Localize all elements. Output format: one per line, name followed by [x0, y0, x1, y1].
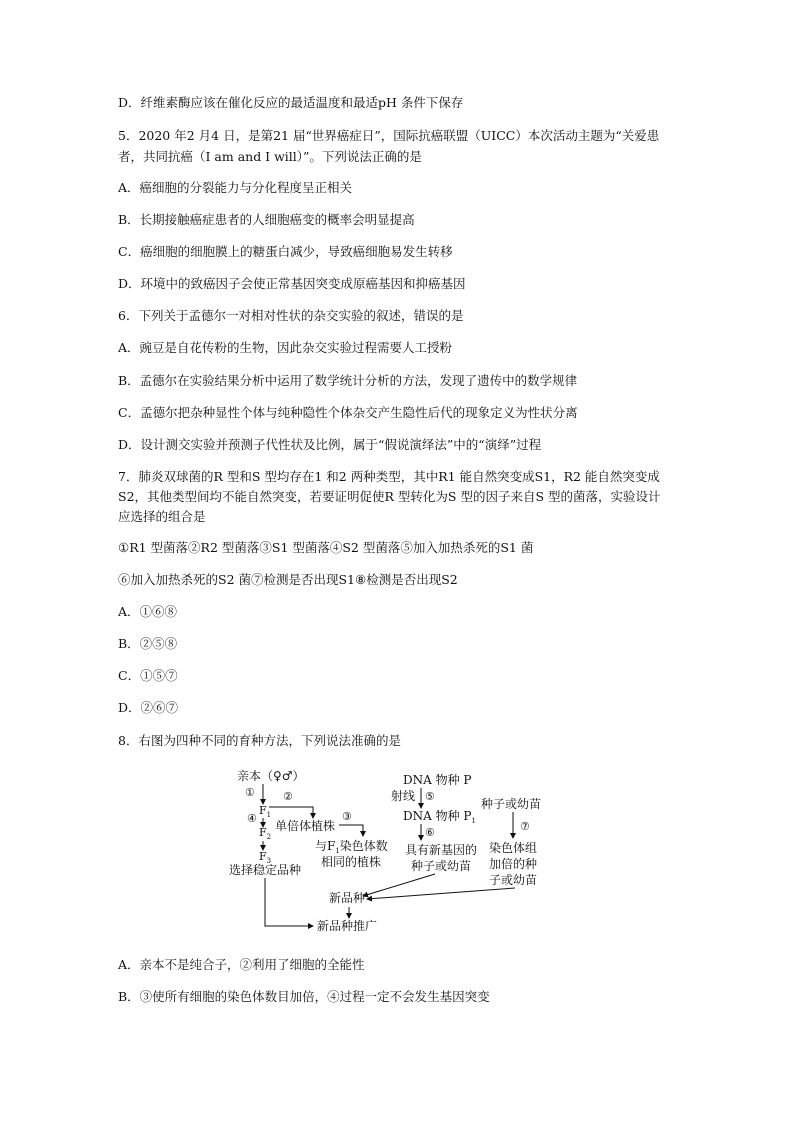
select-stable-variety-label: 选择稳定品种 — [229, 863, 302, 877]
question-8-stem: 8．右图为四种不同的育种方法，下列说法准确的是 — [118, 733, 401, 748]
arrow — [265, 878, 313, 926]
option-d: D．环境中的致癌因子会使正常基因突变成原癌基因和抑癌基因 — [118, 276, 466, 291]
option-d: D．设计测交实验并预测子代性状及比例，属于“假说演绎法”中的“演绎”过程 — [118, 437, 542, 452]
doubled-chromosome-seed-label: 染色体组 — [489, 841, 538, 855]
arrow — [367, 888, 515, 899]
seed-seedling-label: 种子或幼苗 — [481, 797, 542, 811]
option-c: C．孟德尔把杂种显性个体与纯种隐性个体杂交产生隐性后代的现象定义为性状分离 — [118, 405, 578, 420]
new-variety-label: 新品种 — [329, 891, 366, 905]
arrow — [339, 825, 363, 836]
arrow — [269, 807, 313, 818]
new-gene-seed-label: 具有新基因的 — [405, 843, 478, 857]
step-4-marker: ④ — [247, 812, 257, 825]
option-c: C．①⑤⑦ — [118, 668, 178, 683]
text-line: D．纤维素酶应该在催化反应的最适温度和最适pH 条件下保存 — [118, 95, 464, 110]
new-gene-seed-label-cont: 种子或幼苗 — [411, 859, 472, 873]
step-2-marker: ② — [283, 790, 293, 803]
option-b: B．③使所有细胞的染色体数目加倍，④过程一定不会发生基因突变 — [118, 989, 490, 1004]
f2-label: $F_2$ — [259, 826, 272, 841]
step-3-marker: ③ — [342, 810, 352, 823]
step-6-marker: ⑥ — [425, 826, 435, 839]
same-chromosome-plant-label-cont: 相同的植株 — [321, 855, 382, 869]
option-b: B．孟德尔在实验结果分析中运用了数学统计分析的方法，发现了遗传中的数学规律 — [118, 373, 578, 388]
question-6-stem: 6．下列关于孟德尔一对相对性状的杂交实验的叙述，错误的是 — [118, 308, 464, 323]
doubled-chromosome-seed-label-cont: 子或幼苗 — [489, 873, 538, 887]
option-b: B．②⑤⑧ — [118, 636, 178, 651]
question-7-stem: 7．肺炎双球菌的R 型和S 型均存在1 和2 两种类型，其中R1 能自然突变成S1，R2 能自然突变成 — [118, 469, 660, 484]
question-7-stem-cont: 应选择的组合是 — [118, 509, 206, 524]
question-7-items: ⑥加入加热杀死的S2 菌⑦检测是否出现S1⑧检测是否出现S2 — [118, 572, 458, 587]
haploid-plant-label: 单倍体植株 — [275, 819, 336, 833]
question-7-items: ①R1 型菌落②R2 型菌落③S1 型菌落④S2 型菌落⑤加入加热杀死的S1 菌 — [118, 540, 534, 555]
doubled-chromosome-seed-label-cont: 加倍的种 — [489, 857, 538, 871]
option-b: B．长期接触癌症患者的人细胞癌变的概率会明显提高 — [118, 212, 415, 227]
new-variety-promotion-label: 新品种推广 — [317, 919, 378, 933]
question-5-stem-cont: 者，共同抗癌（I am and I will）”。下列说法正确的是 — [118, 149, 422, 164]
question-5-stem: 5．2020 年2 月4 日，是第21 届“世界癌症日”，国际抗癌联盟（UICC）本次活动主题为“关爱患 — [118, 128, 660, 143]
parent-label: 亲本（♀♂） — [237, 769, 305, 783]
same-chromosome-plant-label: 与$F_1$染色体数 — [315, 839, 388, 855]
arrow — [363, 874, 435, 896]
step-7-marker: ⑦ — [520, 820, 530, 833]
f1-label: $F_1$ — [259, 804, 272, 819]
radiation-label: 射线 — [391, 789, 416, 803]
option-a: A．①⑥⑧ — [118, 604, 178, 619]
dna-species-p-label: DNA 物种 P — [403, 773, 472, 787]
option-c: C．癌细胞的细胞膜上的糖蛋白减少，导致癌细胞易发生转移 — [118, 244, 453, 259]
step-1-marker: ① — [245, 786, 255, 799]
question-7-stem-cont: S2，其他类型间均不能自然突变，若要证明促使R 型转化为S 型的因子来自S 型的菌落，实验设计 — [118, 489, 661, 504]
option-d: D．②⑥⑦ — [118, 700, 179, 715]
dna-species-p1-label: DNA 物种 $P_1$ — [403, 809, 476, 825]
f3-label: $F_3$ — [259, 850, 272, 865]
option-a: A．癌细胞的分裂能力与分化程度呈正相关 — [118, 180, 353, 195]
breeding-methods-diagram — [225, 762, 565, 937]
option-a: A．豌豆是自花传粉的生物，因此杂交实验过程需要人工授粉 — [118, 340, 453, 355]
option-a: A．亲本不是纯合子，②利用了细胞的全能性 — [118, 957, 365, 972]
step-5-marker: ⑤ — [425, 790, 435, 803]
